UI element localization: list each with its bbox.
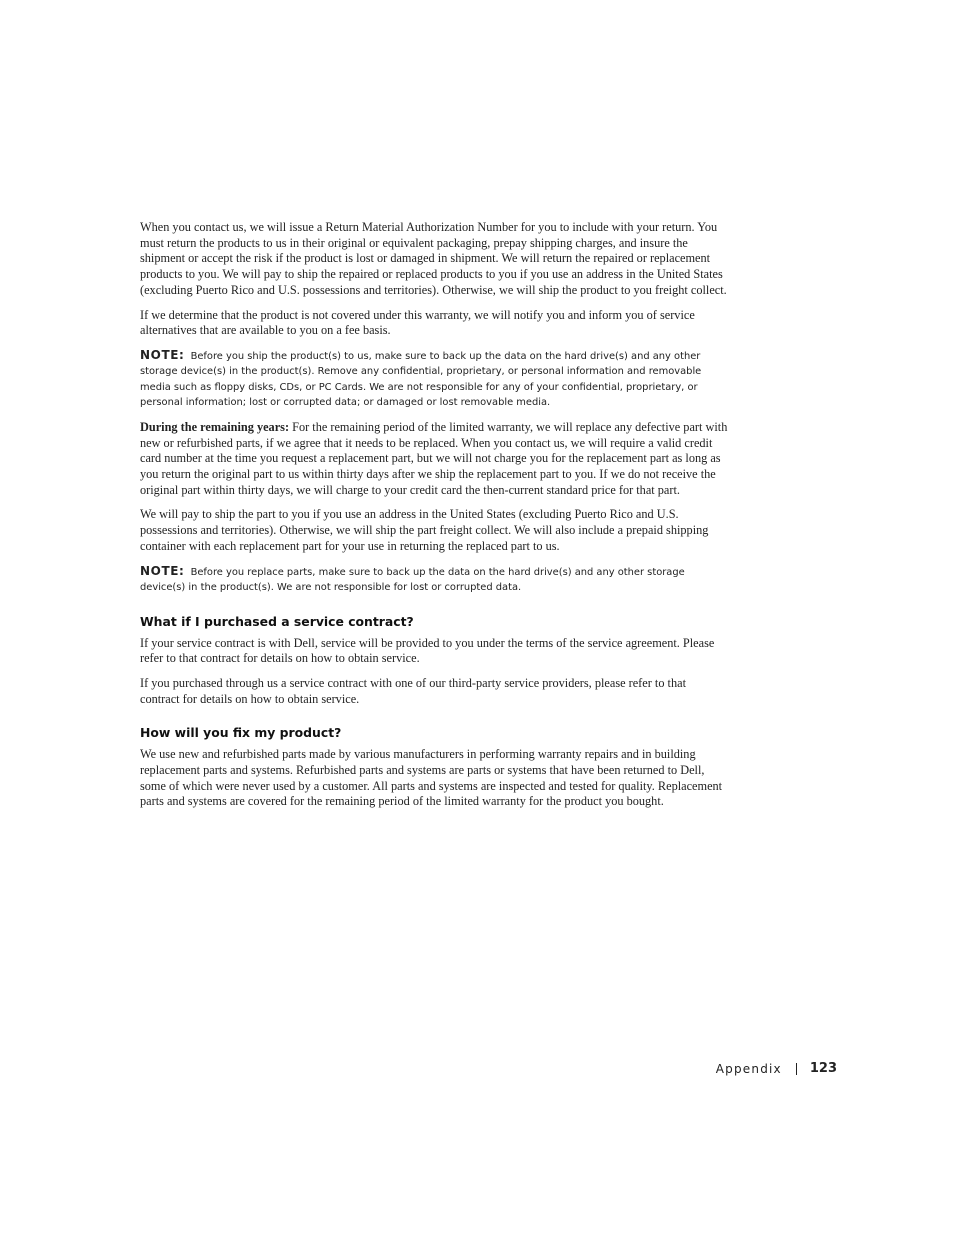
note-label: NOTE: <box>140 347 185 362</box>
note-text: Before you ship the product(s) to us, make sure to back up the data on the hard drive(s) and any other storage device(s) in the product(s). Remove any confidential, proprietary, or personal information and removable media such as floppy disks, CDs, or PC Cards. We are not responsible for any of your confidential, proprietary, or personal information; lost or corrupted data; or damaged or lost removable media. <box>140 350 702 409</box>
page-footer <box>716 1061 837 1076</box>
footer-divider <box>796 1063 797 1075</box>
section-heading-fix-product: How will you fix my product? <box>140 725 342 741</box>
body-paragraph-shipping: We will pay to ship the part to you if you use an address in the United States (excluding Puerto Rico and U.S. possessions and territories). Otherwise, we will ship the part freight collect. We will also include a prepaid shipping container with each replacement part for your use in returning the replaced part to us. <box>140 507 709 553</box>
footer-section-title: Appendix <box>715 1061 782 1076</box>
body-paragraph-not-covered: If we determine that the product is not covered under this warranty, we will notify you and inform you of service alternatives that are available to you on a fee basis. <box>140 307 695 338</box>
body-paragraph-third-party: If you purchased through us a service contract with one of our third-party service providers, please refer to that contract for details on how to obtain service. <box>140 675 686 706</box>
page-content <box>140 220 728 819</box>
body-paragraph-refurbished-parts: We use new and refurbished parts made by various manufacturers in performing warranty repairs and in building replacement parts and systems. Refurbished parts and systems are parts or systems that have been returned to Dell, some of which were never used by a customer. All parts and systems are inspected and tested for quality. Replacement parts and systems are covered for the remaining period of the limited warranty for the product you bought. <box>140 747 723 809</box>
note-backup-before-shipping <box>140 348 728 411</box>
body-paragraph-rma: When you contact us, we will issue a Return Material Authorization Number for you to include with your return. You must return the products to us in their original or equivalent packaging, prepay shipping charges, and insure the shipment or accept the risk if the product is lost or damaged in shipment. We will return the repaired or replacement products to you. We will pay to ship the repaired or replaced products to you if you use an address in the United States (excluding Puerto Rico and U.S. possessions and territories). Otherwise, we will ship the product to you freight collect. <box>140 220 727 297</box>
paragraph-lead: During the remaining years: <box>140 419 290 434</box>
paragraph-text: For the remaining period of the limited warranty, we will replace any defective part with new or refurbished parts, if we agree that it needs to be replaced. When you contact us, we will require a valid credit card number at the time you request a replacement part, but we will not charge you for the replacement part as long as you return the original part to us within thirty days after we ship the replacement part to you. If we do not receive the original part within thirty days, we will charge to your credit card the then-current standard price for that part. <box>140 419 728 497</box>
body-paragraph-remaining-years <box>140 420 728 499</box>
note-text: Before you replace parts, make sure to back up the data on the hard drive(s) and any other storage device(s) in the product(s). We are not responsible for lost or corrupted data. <box>140 566 685 594</box>
section-heading-service-contract: What if I purchased a service contract? <box>140 613 414 629</box>
note-backup-before-replacing <box>140 564 728 596</box>
note-label: NOTE: <box>140 563 185 578</box>
body-paragraph-dell-contract: If your service contract is with Dell, service will be provided to you under the terms of the service agreement. Please refer to that contract for details on how to obtain service. <box>140 635 715 666</box>
page-number: 123 <box>809 1061 837 1076</box>
